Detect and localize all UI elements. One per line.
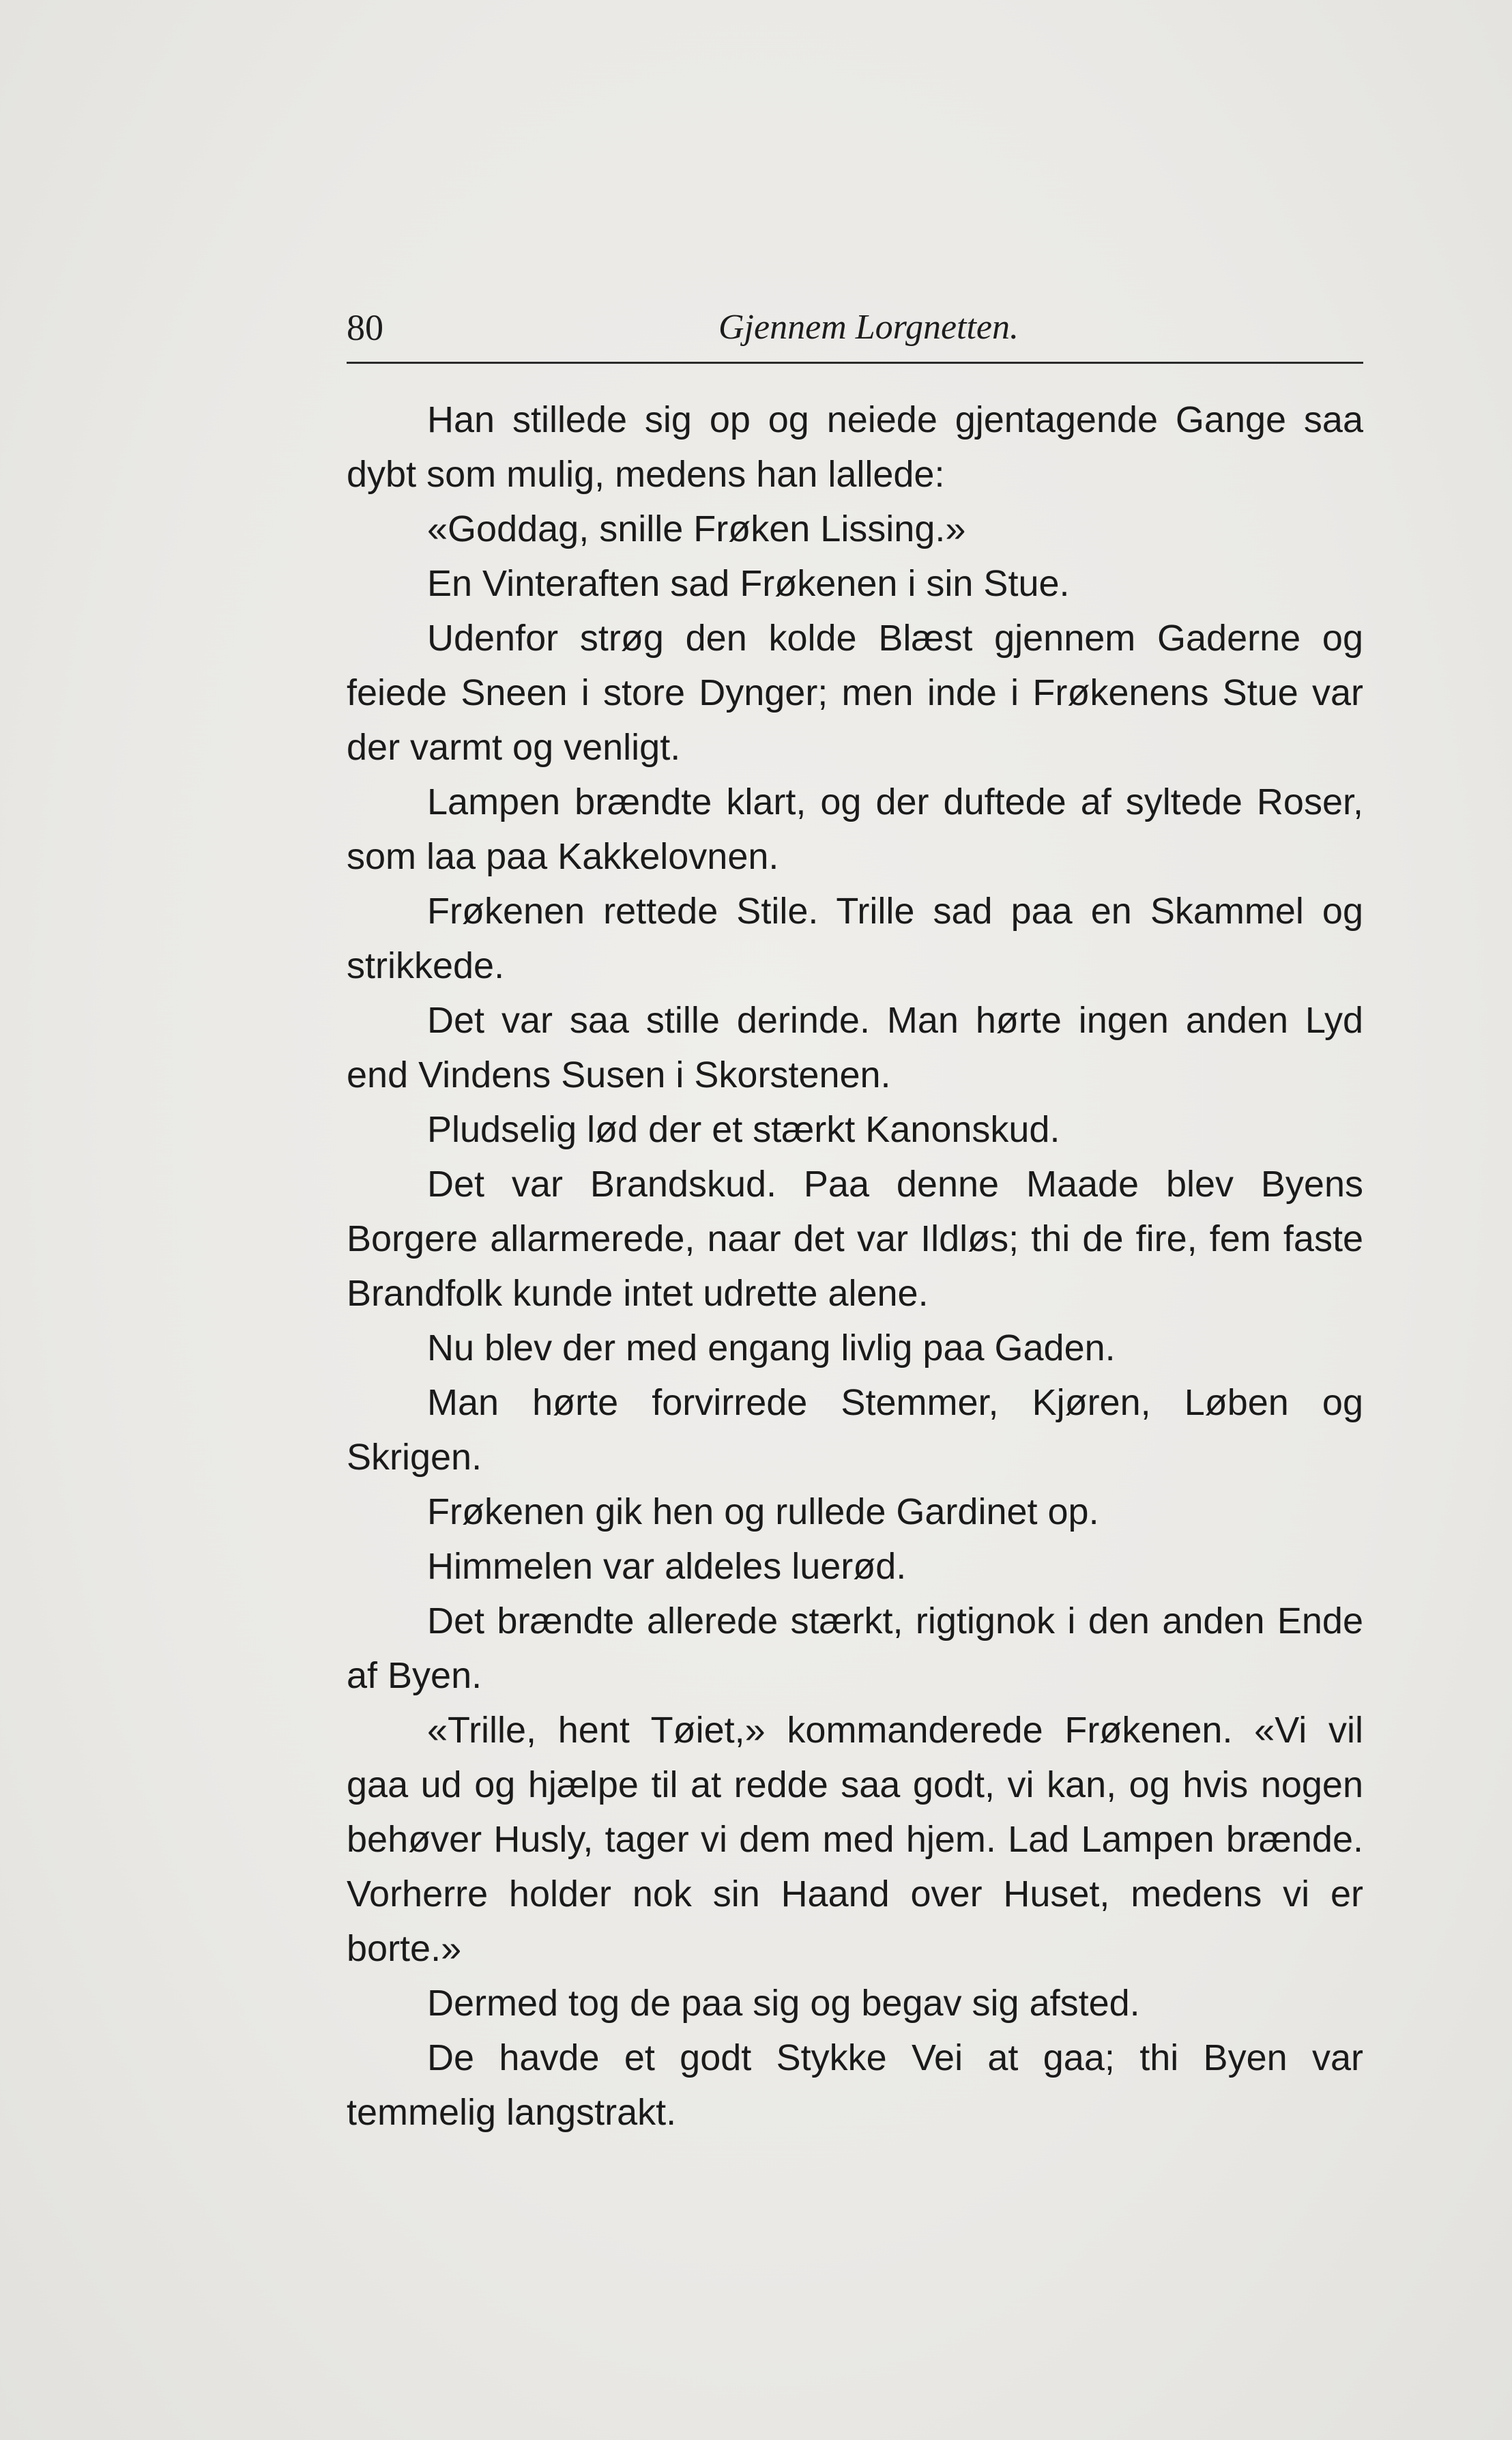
running-title: Gjennem Lorgnetten. [718,308,1019,347]
paragraph: Det var Brandskud. Paa denne Maade blev Byens Borgere allarmerede, naar det var Ildløs; thi de fire, fem faste Brandfolk kunde intet udrette alene. [347,1164,1363,1314]
paragraph: Nu blev der med engang livlig paa Gaden. [427,1327,1116,1368]
paragraph: Himmelen var aldeles luerød. [427,1546,907,1587]
paragraph: Frøkenen rettede Stile. Trille sad paa en Skammel og strikkede. [347,891,1363,986]
page-number: 80 [347,307,383,348]
paragraph: Frøkenen gik hen og rullede Gardinet op. [427,1491,1099,1532]
paragraph: Man hørte forvirrede Stemmer, Kjøren, Løben og Skrigen. [347,1382,1363,1478]
paragraph: En Vinteraften sad Frøkenen i sin Stue. [427,563,1070,604]
body-text [347,392,1363,2140]
paragraph: «Trille, hent Tøiet,» kommanderede Frøkenen. «Vi vil gaa ud og hjælpe til at redde saa godt, vi kan, og hvis nogen behøver Husly, tager vi dem med hjem. Lad Lampen brænde. Vorherre holder nok sin Haand over Huset, medens vi er borte.» [347,1710,1363,1969]
paragraph: «Goddag, snille Frøken Lissing.» [427,508,966,549]
header-rule [347,362,1363,364]
paragraph: Det brændte allerede stærkt, rigtignok i den anden Ende af Byen. [347,1601,1363,1696]
paragraph: Udenfor strøg den kolde Blæst gjennem Gaderne og feiede Sneen i store Dynger; men inde i Frøkenens Stue var der varmt og venligt. [347,618,1363,768]
paragraph: Dermed tog de paa sig og begav sig afsted. [427,1983,1140,2024]
paragraph: Det var saa stille derinde. Man hørte ingen anden Lyd end Vindens Susen i Skorstenen. [347,1000,1363,1095]
paragraph: Pludselig lød der et stærkt Kanonskud. [427,1109,1060,1150]
paragraph: De havde et godt Stykke Vei at gaa; thi Byen var temmelig langstrakt. [347,2037,1363,2133]
paragraph: Lampen brændte klart, og der duftede af syltede Roser, som laa paa Kakkelovnen. [347,781,1363,877]
page-header [347,300,1363,355]
paragraph: Han stillede sig op og neiede gjentagende Gange saa dybt som mulig, medens han lallede: [347,399,1363,495]
